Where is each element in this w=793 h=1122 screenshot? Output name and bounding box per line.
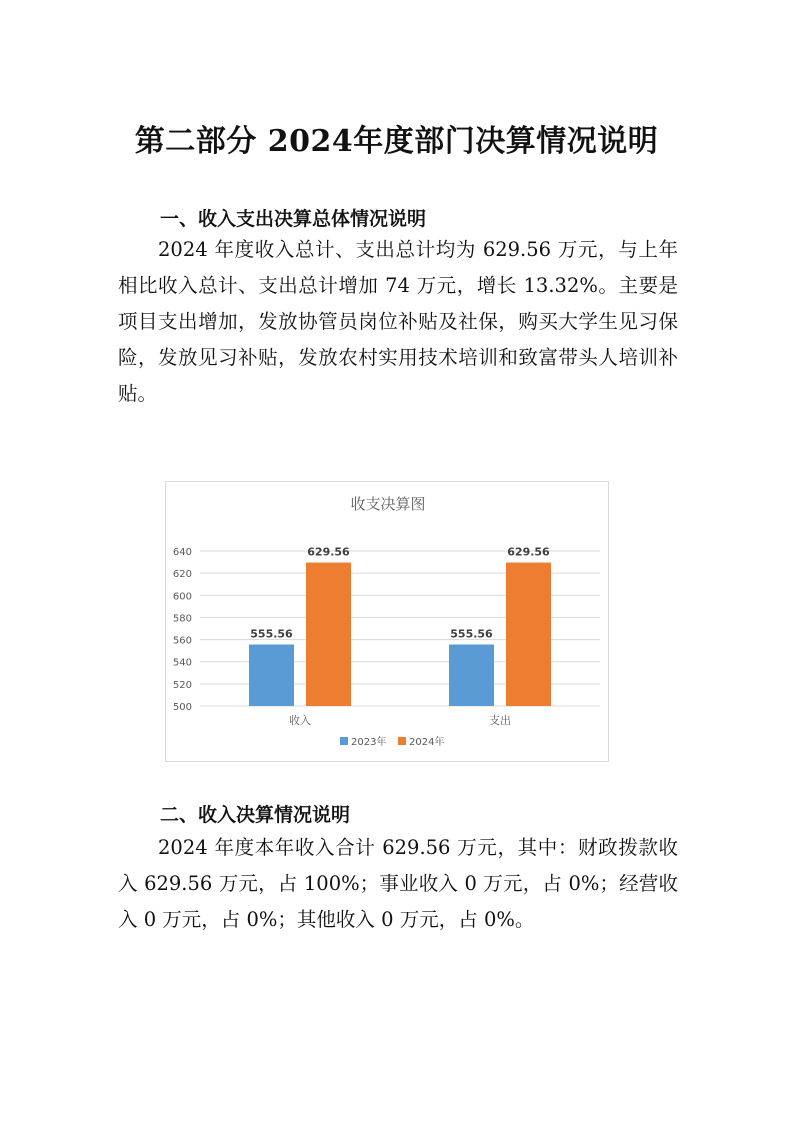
bar [306,563,351,706]
legend-swatch [340,737,348,745]
section-2-heading: 二、收入决算情况说明 [160,804,351,826]
revenue-expense-chart [165,481,609,762]
chart-x-categories [289,713,511,727]
x-category-label: 收入 [289,714,311,727]
page-title: 第二部分 2024年度部门决算情况说明 [134,124,659,159]
y-tick-label: 540 [172,657,192,669]
x-category-label: 支出 [489,714,511,727]
chart-data-labels [250,546,550,641]
data-label: 629.56 [507,545,550,559]
y-tick-label: 520 [172,679,192,691]
y-tick-label: 600 [172,591,192,603]
chart-y-ticks [173,547,192,713]
legend-label: 2023年 [351,737,387,748]
y-tick-label: 500 [172,702,192,713]
data-label: 555.56 [250,627,293,641]
data-label: 555.56 [450,627,493,641]
legend-swatch [398,737,406,745]
bar [506,563,551,706]
y-tick-label: 620 [172,569,192,581]
section-1-text: 2024 年度收入总计、支出总计均为 629.56 万元，与上年相比收入总计、支出总计增加 74 万元，增长 13.32%。主要是项目支出增加，发放协管员岗位补贴及社保，购买大学生见习保险，发放见习补贴，发放农村实用技术培训和致富带头人培训补贴。 [118,238,678,405]
data-label: 629.56 [307,545,350,559]
y-tick-label: 580 [172,613,192,625]
legend-label: 2024年 [409,737,445,748]
section-2-paragraph [118,830,678,938]
y-tick-label: 560 [172,635,192,647]
chart-title: 收支决算图 [350,495,426,513]
y-tick-label: 640 [172,547,192,558]
chart-legend [340,735,444,748]
bar [249,644,294,706]
section-1-heading: 一、收入支出决算总体情况说明 [160,208,427,230]
section-1-paragraph [118,232,678,412]
section-2-text: 2024 年度本年收入合计 629.56 万元，其中：财政拨款收入 629.56 万元，占 100%；事业收入 0 万元，占 0%；经营收入 0 万元，占 0%；其他收入 0 万元，占 0%。 [118,836,678,931]
chart-bars [249,563,551,706]
chart-canvas [166,482,610,763]
bar [449,644,494,706]
